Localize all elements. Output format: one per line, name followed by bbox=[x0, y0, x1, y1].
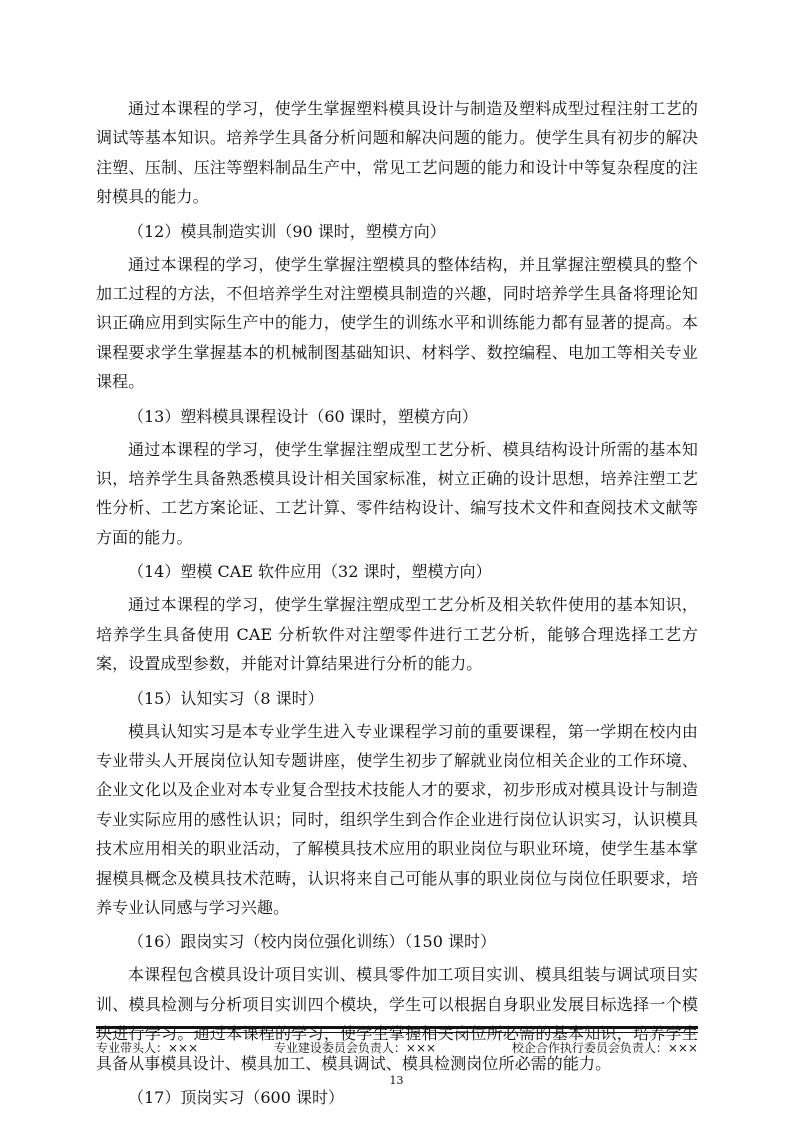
page-footer bbox=[96, 1040, 698, 1056]
footer-divider-thin bbox=[96, 1032, 698, 1033]
heading-course-14: （14）塑模 CAE 软件应用（32 课时，塑模方向） bbox=[128, 562, 492, 582]
paragraph-course-14-description: 通过本课程的学习，使学生掌握注塑成型工艺分析及相关软件使用的基本知识，培养学生具备使用 CAE 分析软件对注塑零件进行工艺分析，能够合理选择工艺方案，设置成型参数，并能对计算结果进行分析的能力。 bbox=[96, 595, 698, 674]
paragraph-course-13-description: 通过本课程的学习，使学生掌握注塑成型工艺分析、模具结构设计所需的基本知识，培养学生具备熟悉模具设计相关国家标准，树立正确的设计思想，培养注塑工艺性分析、工艺方案论证、工艺计算、零件结构设计、编写技术文件和查阅技术文献等方面的能力。 bbox=[96, 439, 698, 547]
paragraph-course-11-description: 通过本课程的学习，使学生掌握塑料模具设计与制造及塑料成型过程注射工艺的调试等基本知识。培养学生具备分析问题和解决问题的能力。使学生具有初步的解决注塑、压制、压注等塑料制品生产中，常见工艺问题的能力和设计中等复杂程度的注射模具的能力。 bbox=[96, 99, 698, 207]
footer-program-leader: 专业带头人：××× bbox=[96, 1041, 199, 1055]
footer-divider-thick bbox=[96, 1026, 698, 1029]
heading-course-12: （12）模具制造实训（90 课时，塑模方向） bbox=[128, 221, 446, 241]
paragraph-course-15-description: 模具认知实习是本专业学生进入专业课程学习前的重要课程，第一学期在校内由专业带头人开展岗位认知专题讲座，使学生初步了解就业岗位相关企业的工作环境、企业文化以及企业对本专业复合型技术技能人才的要求，初步形成对模具设计与制造专业实际应用的感性认识；同时，组织学生到合作企业进行岗位认识实习，认识模具技术应用相关的职业活动，了解模具技术应用的职业岗位与职业环境，使学生基本掌握模具概念及模具技术范畴，认识将来自己可能从事的职业岗位与岗位任职要求，培养专业认同感与学习兴趣。 bbox=[96, 721, 698, 917]
heading-course-15: （15）认知实习（8 课时） bbox=[128, 688, 324, 708]
heading-course-16: （16）跟岗实习（校内岗位强化训练）（150 课时） bbox=[128, 932, 496, 952]
document-body bbox=[96, 94, 698, 1116]
paragraph-course-12-description: 通过本课程的学习，使学生掌握注塑模具的整体结构，并且掌握注塑模具的整个加工过程的方法，不但培养学生对注塑模具制造的兴趣，同时培养学生具备将理论知识正确应用到实际生产中的能力，使学生的训练水平和训练能力都有显著的提高。本课程要求学生掌握基本的机械制图基础知识、材料学、数控编程、电加工等相关专业课程。 bbox=[96, 254, 698, 392]
footer-committee-head: 专业建设委员会负责人：××× bbox=[273, 1041, 437, 1055]
heading-course-13: （13）塑料模具课程设计（60 课时，塑模方向） bbox=[128, 406, 478, 426]
paragraph-course-16-description: 本课程包含模具设计项目实训、模具零件加工项目实训、模具组装与调试项目实训、模具检测与分析项目实训四个模块，学生可以根据自身职业发展目标选择一个模块进行学习。通过本课程的学习，使学生掌握相关岗位所必需的基本知识，培养学生具备从事模具设计、模具加工、模具调试、模具检测岗位所必需的能力。 bbox=[96, 965, 698, 1073]
heading-course-17: （17）顶岗实习（600 课时） bbox=[128, 1087, 344, 1107]
page-number: 13 bbox=[389, 1074, 404, 1087]
footer-cooperation-head: 校企合作执行委员会负责人：××× bbox=[511, 1041, 698, 1055]
